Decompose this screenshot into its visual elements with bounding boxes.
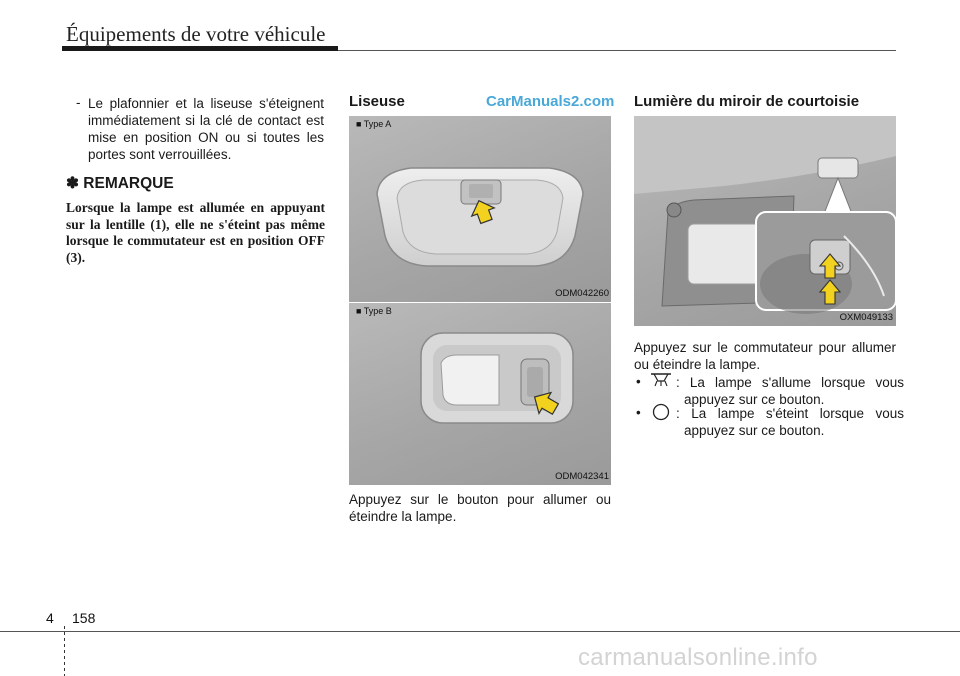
reading-lamp-b-illustration bbox=[349, 303, 611, 485]
header-rule bbox=[338, 50, 896, 51]
photo-type-label: ■ Type A bbox=[356, 119, 392, 129]
photo-type-b bbox=[349, 302, 611, 485]
inset-zoom bbox=[756, 212, 896, 314]
photo-type-a bbox=[349, 116, 611, 302]
liseuse-caption: Appuyez sur le bouton pour allumer ou éteindre la lampe. bbox=[349, 492, 611, 524]
section-number: 4 bbox=[46, 610, 54, 626]
photo-vanity-mirror bbox=[634, 116, 896, 326]
lamp-on-icon bbox=[648, 372, 674, 393]
remark-body: Lorsque la lampe est allumée en appuyant sur la lentille (1), elle ne s'éteint pas même lorsque le commutateur est en position OFF (3). bbox=[66, 200, 325, 265]
bullet-text: Le plafonnier et la liseuse s'éteignent immédiatement si la clé de contact est mise en position ON ou si toutes les portes sont verrouillées. bbox=[88, 96, 324, 162]
site-watermark[interactable]: carmanualsonline.info bbox=[578, 644, 818, 671]
page-header-title: Équipements de votre véhicule bbox=[66, 22, 326, 46]
photo-code: ODM042260 bbox=[555, 288, 609, 299]
bullet: • bbox=[636, 374, 641, 389]
carmanuals-watermark[interactable]: CarManuals2.com bbox=[486, 93, 615, 110]
photo-code: ODM042341 bbox=[555, 471, 609, 482]
item-text: : La lampe s'allume lorsque vous appuyez sur ce bouton. bbox=[676, 375, 904, 407]
remark-title: ✽ REMARQUE bbox=[66, 175, 174, 192]
lamp-off-icon bbox=[648, 403, 674, 426]
footer-divider bbox=[64, 626, 65, 676]
vanity-mirror-illustration bbox=[634, 116, 896, 326]
footer-rule bbox=[0, 631, 960, 632]
liseuse-heading: Liseuse bbox=[349, 93, 405, 110]
item-text: : La lampe s'éteint lorsque vous appuyez sur ce bouton. bbox=[676, 406, 904, 438]
photo-type-label: ■ Type B bbox=[356, 306, 392, 316]
list-dash: - bbox=[76, 95, 81, 110]
page-number: 158 bbox=[72, 610, 96, 626]
miroir-heading: Lumière du miroir de courtoisie bbox=[634, 93, 860, 110]
reading-lamp-a-illustration bbox=[349, 116, 611, 302]
header-bar bbox=[62, 46, 338, 51]
photo-code: OXM049133 bbox=[839, 312, 893, 323]
bullet: • bbox=[636, 405, 641, 420]
miroir-intro: Appuyez sur le commutateur pour allumer ou éteindre la lampe. bbox=[634, 340, 896, 372]
